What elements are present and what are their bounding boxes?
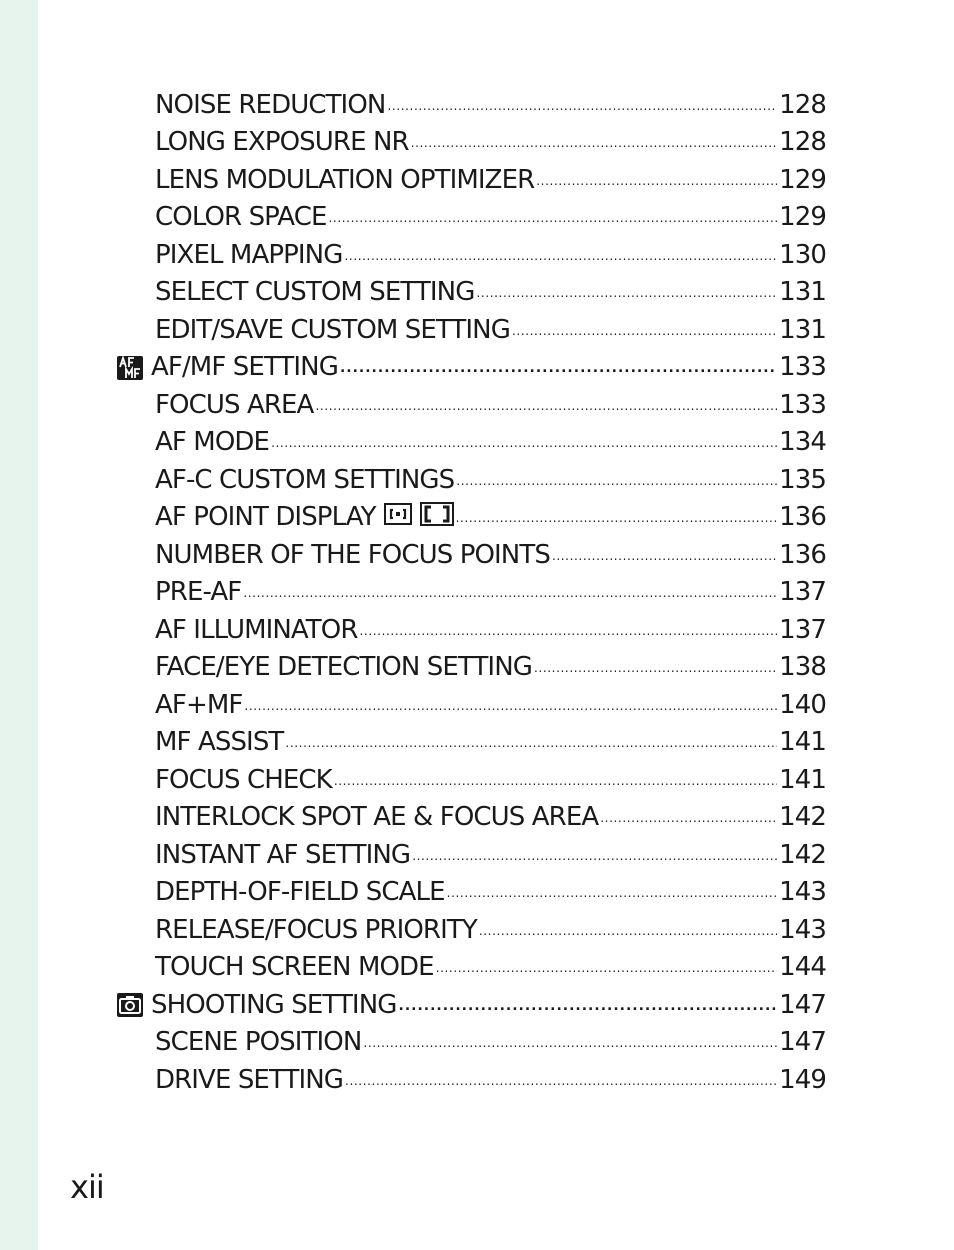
toc-entry[interactable] [155, 761, 826, 799]
toc-entry-page: 129 [779, 164, 826, 195]
leader-dots [345, 1074, 777, 1088]
toc-entry-page: 137 [779, 577, 826, 608]
af-mf-icon [117, 356, 143, 380]
page-number: xii [70, 1168, 104, 1206]
toc-entry-label: RELEASE/FOCUS PRIORITY [155, 914, 477, 945]
leader-dots [315, 399, 777, 413]
toc-entry-page: 136 [779, 539, 826, 570]
toc-entry[interactable] [155, 611, 826, 649]
toc-entry-label: DEPTH-OF-FIELD SCALE [155, 877, 445, 908]
wide-tracking-af-icon [420, 502, 454, 533]
toc-entry-label: NUMBER OF THE FOCUS POINTS [155, 539, 550, 570]
toc-entry-page: 141 [779, 764, 826, 795]
zone-af-icon [384, 502, 412, 533]
toc-entry-page: 140 [779, 689, 826, 720]
leader-dots [363, 1036, 777, 1050]
toc-entry[interactable] [155, 199, 826, 237]
leader-dots [534, 661, 777, 675]
toc-entry[interactable] [155, 874, 826, 912]
toc-entry-page: 147 [779, 989, 826, 1020]
leader-dots [600, 811, 777, 825]
toc-entry-label: PIXEL MAPPING [155, 239, 343, 270]
toc-entry[interactable] [155, 161, 826, 199]
leader-dots [479, 924, 777, 938]
leader-dots [329, 211, 778, 225]
toc-entry[interactable] [155, 311, 826, 349]
toc-entry-label: AF+MF [155, 689, 243, 720]
toc-entry[interactable] [155, 124, 826, 162]
toc-entry-label: AF/MF SETTING [151, 352, 338, 383]
toc-entry-page: 142 [779, 839, 826, 870]
toc-entry-page: 131 [779, 314, 826, 345]
leader-dots [387, 99, 777, 113]
toc-entry-page: 130 [779, 239, 826, 270]
leader-dots [436, 961, 777, 975]
toc-entry-page: 141 [779, 727, 826, 758]
toc-entry-label: AF-C CUSTOM SETTINGS [155, 464, 455, 495]
leader-dots [412, 849, 777, 863]
toc-entry[interactable] [155, 86, 826, 124]
leader-dots [476, 286, 777, 300]
toc-entry-page: 131 [779, 277, 826, 308]
leader-dots [456, 511, 777, 525]
toc-entry[interactable] [155, 236, 826, 274]
leader-dots [447, 886, 777, 900]
toc-entry-page: 143 [779, 914, 826, 945]
toc-entry[interactable] [155, 536, 826, 574]
leader-dots [411, 136, 777, 150]
toc-entry-label: INTERLOCK SPOT AE & FOCUS AREA [155, 802, 599, 833]
leader-dots [536, 174, 777, 188]
toc-entry-page: 133 [779, 352, 826, 383]
toc-entry[interactable] [155, 836, 826, 874]
toc-entry[interactable] [155, 949, 826, 987]
toc-entry-label: FOCUS AREA [155, 389, 314, 420]
toc-entry-page: 128 [779, 89, 826, 120]
toc-entry-label: AF ILLUMINATOR [155, 614, 358, 645]
toc-entry-page: 138 [779, 652, 826, 683]
toc-entry-page: 136 [779, 502, 826, 533]
toc-section-entry[interactable] [151, 986, 826, 1024]
toc-entry[interactable] [155, 424, 826, 462]
leader-dots [552, 549, 777, 563]
toc-entry[interactable] [155, 686, 826, 724]
toc-entry-label: COLOR SPACE [155, 202, 327, 233]
toc-entry[interactable] [155, 574, 826, 612]
toc-entry[interactable] [155, 274, 826, 312]
toc-entry-label: FOCUS CHECK [155, 764, 332, 795]
toc-entry[interactable] [155, 1024, 826, 1062]
toc-entry-label: EDIT/SAVE CUSTOM SETTING [155, 314, 510, 345]
toc-entry-page: 134 [779, 427, 826, 458]
toc-entry-label: PRE-AF [155, 577, 242, 608]
toc-entry-label: DRIVE SETTING [155, 1064, 344, 1095]
toc-entry-label: SCENE POSITION [155, 1027, 362, 1058]
toc-entry-label: INSTANT AF SETTING [155, 839, 411, 870]
toc-entry[interactable] [155, 799, 826, 837]
leader-dots [285, 736, 777, 750]
leader-dots [243, 586, 777, 600]
toc-entry-page: 128 [779, 127, 826, 158]
toc-entry-label: MF ASSIST [155, 727, 284, 758]
toc-entry-page: 133 [779, 389, 826, 420]
toc-entry[interactable] [155, 1061, 826, 1099]
toc-section-entry[interactable] [151, 349, 826, 387]
toc-entry-label: NOISE REDUCTION [155, 89, 386, 120]
toc-entry-label: AF MODE [155, 427, 270, 458]
toc-entry-label: FACE/EYE DETECTION SETTING [155, 652, 532, 683]
toc-entry[interactable] [155, 499, 826, 537]
toc-entry-page: 142 [779, 802, 826, 833]
toc-entry[interactable] [155, 649, 826, 687]
leader-dots [271, 436, 777, 450]
toc-entry-page: 144 [779, 952, 826, 983]
leader-dots [244, 699, 777, 713]
leader-dots [344, 249, 777, 263]
side-band [0, 0, 38, 1250]
toc-entry-page: 137 [779, 614, 826, 645]
leader-dots [399, 998, 778, 1014]
toc-entry-page: 149 [779, 1064, 826, 1095]
toc-entry-label: LONG EXPOSURE NR [155, 127, 409, 158]
leader-dots [512, 324, 777, 338]
toc-entry-page: 135 [779, 464, 826, 495]
toc-entry-label: TOUCH SCREEN MODE [155, 952, 434, 983]
toc-entry[interactable] [155, 461, 826, 499]
toc-entry-page: 143 [779, 877, 826, 908]
toc-entry-label: SHOOTING SETTING [151, 989, 397, 1020]
camera-icon [117, 993, 143, 1017]
leader-dots [360, 624, 778, 638]
toc-entry-label: AF POINT DISPLAY [155, 502, 376, 533]
leader-dots [456, 474, 777, 488]
toc-entry-label: LENS MODULATION OPTIMIZER [155, 164, 535, 195]
toc-entry[interactable] [155, 386, 826, 424]
toc-entry-label: SELECT CUSTOM SETTING [155, 277, 475, 308]
toc-entry-page: 147 [779, 1027, 826, 1058]
leader-dots [334, 774, 777, 788]
toc-entry-page: 129 [779, 202, 826, 233]
leader-dots [340, 360, 777, 376]
toc-entry[interactable] [155, 911, 826, 949]
toc-entry[interactable] [155, 724, 826, 762]
